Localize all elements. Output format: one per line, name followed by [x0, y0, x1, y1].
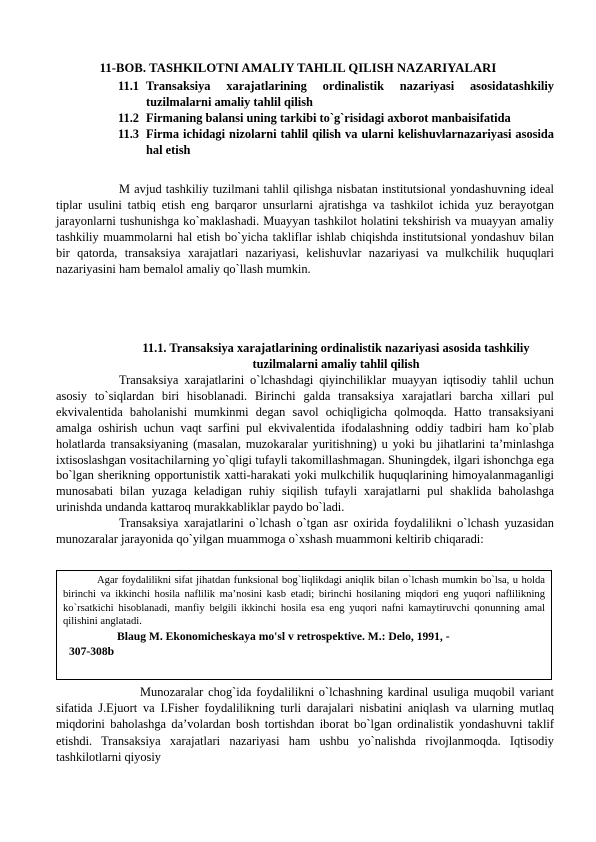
toc-item-number: 11.2 — [118, 110, 139, 125]
table-of-contents — [118, 79, 554, 159]
body-paragraph: Munozaralar chog`ida foydalilikni o`lchashning kardinal usuliga muqobil variant sifatida J.Ejuort va I.Fisher foydalilikning turli darajalari nisbatini aniqlash va ularning mutlaq miqdorini baholashga da’volardan bosh tortishdan iborat bo`lgan ordinalistik yondashuvni taklif etishdi. Transaksiya xarajatlari nazariyasi ham ushbu yo`nalishda rivojlanmoqda. Iqtisodiy tashkilotlarni qiyosiy — [56, 685, 554, 764]
body-paragraph: Transaksiya xarajatlarini o`lchashdagi qiyinchiliklar muayyan iqtisodiy tahlil uchun asosiy to`siqlardan biri hisoblanadi. Birinchi galda transaksiya xarajatlari barcha xillari pul ekvivalentida baholanishi mumkinmi degan savol ochiqligicha qolmoqda. Hatto transaksiyani amalga oshirish uchun vaqt sarfini pul ekvivalentida ifodalashning oddiy tadbiri ham ko`plab holatlarda transaksiyaning (masalan, muzokaralar yuritishning) u yoki bu jihatlarini ta’minlashga ixtisoslashgan vositachilarning yo`qligi tufayli takomillashmagan. Shuningdek, ilgari ishonchga ega bo`lgan sherikning opportunistik xatti-harakati yoki mulkchilik huquqlarining himoyalanmaganligi munosabati bilan yuzaga keladigan ruhiy siqilish tufayli xarajatlarni pul shaklida baholashga urinishda undanda kattaroq murakkabliklar paydo bo`ladi. — [56, 373, 554, 515]
toc-item-text: Firmaning balansi uning tarkibi to`g`risidagi axborot manbaisifatida — [146, 110, 511, 125]
toc-item — [118, 127, 554, 159]
quote-text: Agar foydalilikni sifat jihatdan funksional bog`liqlikdagi aniqlik bilan o`lchash mumkin bo`lsa, u holda birinchi va ikkinchi hosila naflilik ma’nosini kasb etadi; birinchi hosilaning miqdori eng yuqori naflilikning ko`rsatkichi hisoblanadi, manfiy belgili ikkinchi hosila esa eng yuqori nafni kamaytiruvchi qonunning amal qilishini anglatadi. — [63, 575, 545, 628]
toc-item — [118, 111, 554, 127]
intro-paragraph: M avjud tashkiliy tuzilmani tahlil qilishga nisbatan institutsional yondashuvning ideal tiplar usulini tatbiq etish eng barqaror unsurlarni ajratishga va tashkilot ichida yuz berayotgan jarayonlarni tushunishga ko`maklashadi. Muayyan tashkilot holatini tekshirish va muayyan amaliy tashkiliy muammolarni hal etish bo`yicha takliflar ishlab chiqishda institutsional yondashuv bilan bir qatorda, transaksiya xarajatlari nazariyasi, kelishuvlar nazariyasi va mulkchilik huquqlari nazariyasini ham bemalol amaliy qo`llash mumkin. — [56, 182, 554, 276]
toc-item-text: Transaksiya xarajatlarining ordinalistik nazariyasi asosidatashkiliy tuzilmalarni amaliy tahlil qilish — [146, 79, 554, 109]
toc-item-number: 11.3 — [118, 126, 139, 141]
intro-section — [56, 182, 554, 277]
chapter-title: 11-BOB. TASHKILOTNI AMALIY TAHLIL QILISH NAZARIYALARI — [99, 61, 497, 75]
quote-box — [56, 570, 552, 680]
quote-source-pages: 307-308b — [69, 644, 115, 658]
quote-source: Blaug M. Ekonomicheskaya mo'sl v retrospektive. M.: Delo, 1991, - — [117, 630, 450, 644]
toc-item — [118, 79, 554, 111]
continuation-section — [56, 684, 554, 765]
toc-item-number: 11.1 — [118, 79, 139, 93]
section-body — [56, 373, 554, 548]
body-paragraph: Transaksiya xarajatlarini o`lchash o`tgan asr oxirida foydalilikni o`lchash yuzasidan munozaralar jarayonida qo`yilgan muammoga o`xshash muammoni keltirib chiqaradi: — [56, 516, 554, 547]
section-heading: 11.1. Transaksiya xarajatlarining ordinalistik nazariyasi asosida tashkiliy tuzilmalarni amaliy tahlil qilish — [142, 341, 530, 371]
toc-item-text: Firma ichidagi nizolarni tahlil qilish va ularni kelishuvlarnazariyasi asosida hal etish — [146, 126, 554, 157]
